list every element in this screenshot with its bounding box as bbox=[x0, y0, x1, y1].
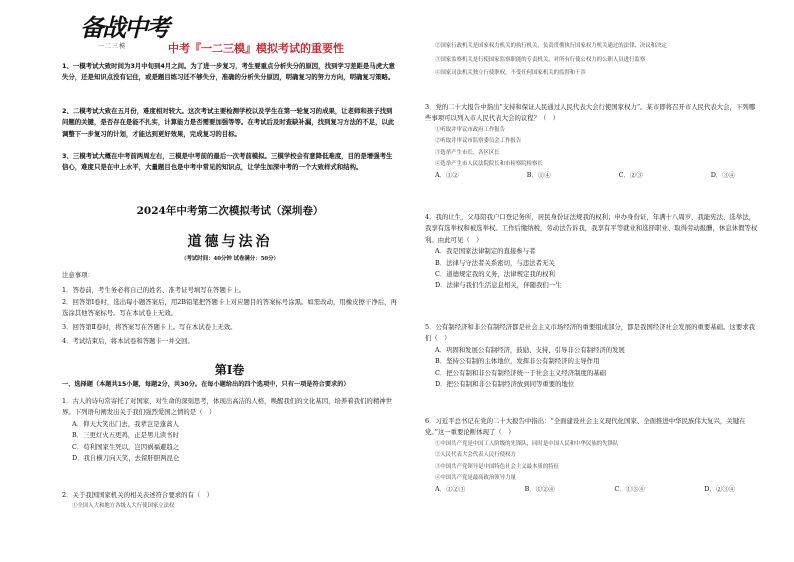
note-item: 2．回答第Ⅰ卷时，选出每小题答案后，用2B铅笔把答题卡上对应题目的答案标号涂黑。如需改动，用橡皮擦干净后，再选涂其他答案标号。写在本试卷上无效。 bbox=[62, 298, 397, 318]
option-d[interactable]: D．②③④ bbox=[704, 485, 735, 494]
option-b[interactable]: B．法律与守法者关系密切，与违法者无关 bbox=[435, 258, 555, 267]
statement-3: ③选举产生市长、各区区长 bbox=[435, 149, 500, 156]
statement-4: ④中国共产党是最高政治领导力量 bbox=[435, 475, 516, 482]
statement-4: ④国家司法机关独立行使职权，不受任何国家机关的监督和干涉 bbox=[435, 70, 586, 76]
note-item: 1．答卷前，考生务必将自己的姓名、准考证号填写在答题卡上。 bbox=[62, 285, 246, 294]
question-stem: 1．古人的诗句常寄托了对国家、对生命的深刻思考，体现出高洁的人格，唤醒我们的文化基因，培养着我们的精神世界。下列语句阐发出关于我们强烈爱国之情的是（ ） bbox=[62, 397, 392, 417]
question-3 bbox=[425, 102, 760, 182]
statement-3: ③中国共产党领导是中国特色社会主义最本质的特征 bbox=[435, 463, 559, 470]
statement-1: ①中国共产党是中国工人阶级的先锋队，同时是中国人民和中华民族的先锋队 bbox=[435, 440, 619, 447]
statement-2: ②听取并审议市监察委员会工作报告 bbox=[435, 138, 522, 145]
question-stem: 6．习近平总书记在党的二十大报告中指出：“全面建设社会主义现代化国家、全面推进中华民族伟大复兴，关键在党。”这一重要论断体现了（ ） bbox=[425, 417, 746, 437]
question-6 bbox=[425, 416, 760, 496]
question-stem: 5．公有制经济和非公有制经济都是社会主义市场经济的重要组成部分，都是我国经济社会发展的重要基础。这要求我们（ ） bbox=[425, 323, 755, 343]
option-a[interactable]: A．巩固和发展公有制经济，鼓励、支持、引导非公有制经济的发展 bbox=[435, 345, 625, 354]
option-b[interactable]: B．三更灯火五更鸡，正是男儿读书时 bbox=[72, 431, 179, 440]
question-stem: 3．党的二十大报告中指出“支持和保证人民通过人民代表大会行使国家权力”。某市即将召开市人民代表大会，下列哪些事项可以列入市人民代表大会的议程？（ ） bbox=[425, 103, 756, 123]
option-a[interactable]: A．仰天大笑出门去，我辈岂是蓬蒿人 bbox=[72, 419, 179, 428]
notes-heading: 注意事项： bbox=[62, 271, 94, 279]
question-5 bbox=[425, 322, 760, 390]
option-c[interactable]: C．苟利国家生死以，岂因祸福避趋之 bbox=[72, 442, 180, 451]
option-a[interactable]: A．①② bbox=[435, 171, 459, 180]
question-stem: 2．关于我国国家机关的相关表述符合要求的有（ ） bbox=[62, 491, 214, 499]
exam-info: （考试时间：40分钟 试卷满分：50分） bbox=[181, 256, 279, 262]
logo-subtitle: 一二三模 bbox=[98, 43, 127, 50]
intro-paragraph-1: 1、一模考试大致时间为3月中旬到4月之间。为了进一步复习，考生要重点分析失分的原因，找到学习差距是马虎大意失分，还是知识点没有记住，或是题目练习还不够失分，准确的分析失分原因，明确复习的努力方向，明确复习策略。 bbox=[62, 62, 395, 82]
option-d[interactable]: D．我自横刀向天笑，去留肝胆两昆仑 bbox=[72, 454, 180, 463]
option-d[interactable]: D．③④ bbox=[710, 171, 735, 180]
option-a[interactable]: A．我是国家法律制定的直接参与者 bbox=[435, 247, 536, 256]
question-2-continued bbox=[425, 40, 760, 81]
question-1 bbox=[62, 396, 397, 464]
statement-1: ①听取并审议市政府工作报告 bbox=[435, 126, 506, 133]
option-b[interactable]: B．坚持公有制的主体地位，发挥非公有制经济的主导作用 bbox=[435, 357, 600, 366]
option-a[interactable]: A．①②③ bbox=[435, 485, 466, 494]
option-b[interactable]: B．①②④ bbox=[524, 485, 555, 494]
option-d[interactable]: D．把公有制和非公有制经济放到同等重要的地位 bbox=[435, 380, 575, 389]
option-c[interactable]: C．道德规定我的义务，法律规定我的权利 bbox=[435, 270, 555, 279]
question-4 bbox=[425, 212, 760, 292]
option-c[interactable]: C．②③ bbox=[618, 171, 643, 180]
option-d[interactable]: D．法律与我们生活息息相关，伴随我们一生 bbox=[435, 281, 562, 290]
option-c[interactable]: C．①③④ bbox=[614, 485, 645, 494]
question-2 bbox=[62, 490, 397, 513]
option-b[interactable]: B．①④ bbox=[526, 171, 551, 180]
banner-title: 中考『一二三模』模拟考试的重要性 bbox=[168, 42, 344, 55]
statement-2: ②国家行政机关是国家权力机关的执行机关，负责贯彻执行国家权力机关通过的法律、决议和决定 bbox=[435, 43, 667, 49]
notes-section bbox=[62, 268, 397, 349]
section-instructions: 一、选择题（本题共15小题，每题2分，共30分。在每小题给出的四个选项中，只有一项是符合要求的） bbox=[62, 381, 350, 388]
logo-text: 备战中考 bbox=[80, 14, 168, 42]
part-title: 第Ⅰ卷 bbox=[214, 363, 245, 377]
brand-logo bbox=[80, 14, 180, 50]
intro-paragraph-3: 3、三模考试大概在中考前两周左右，三模是中考前的最后一次考前模拟。三模学校会有意降低难度，目的是增强考生信心，难度只是在中上水平，大量题目也是中考中常见的知识点，让学生加深中考的一个大致样式和结构。 bbox=[62, 152, 393, 172]
intro-paragraph-2: 2、二模考试大致在五月份，难度相对较大。这次考试主要检测学校以及学生在第一轮复习的成果，让老师和孩子找到问题的关键，是否存在是能不扎实，计算能力是否需要加强等等。在考试后及时查缺补漏，找到复习方法的不足，以此调整下一步复习的计划，才能达到更好效果，完成复习的目标。 bbox=[62, 107, 395, 138]
subject-title: 道德与法治 bbox=[187, 234, 273, 250]
option-c[interactable]: C．把公有制和非公有制经济统一于社会主义经济制度的基础 bbox=[435, 368, 607, 377]
statement-2: ②人民代表大会代表人民行使权力 bbox=[435, 452, 516, 459]
question-stem: 4．我的让生，父母陪我户口登记务所，居民身份证法规我的权利；申办身份证，年满十八周岁，我能宪法、选举法，我享有选举权和被选举权。工作后缴纳税，劳动法告诉我，我享有平等就业和选择职业、取得劳动报酬，休息休假等权利。由此可见（ ） bbox=[425, 213, 758, 244]
statement-4: ④选举产生市人民法院院长和市检察院检察长 bbox=[435, 161, 543, 168]
note-item: 4．考试结束后，将本试卷和答题卡一并交回。 bbox=[62, 337, 194, 346]
note-item: 3．回答第Ⅱ卷时，将答案写在答题卡上。写在本试卷上无效。 bbox=[62, 322, 237, 331]
statement-3: ③国家监察机关是行使国家监察职能的专责机关，对所有行使公权力的公职人员进行监察 bbox=[435, 56, 646, 63]
statement-1: ①全国人大和地方各级人大行使国家立法权 bbox=[72, 503, 175, 510]
exam-title: 2024年中考第二次模拟考试（深圳卷） bbox=[136, 205, 324, 217]
